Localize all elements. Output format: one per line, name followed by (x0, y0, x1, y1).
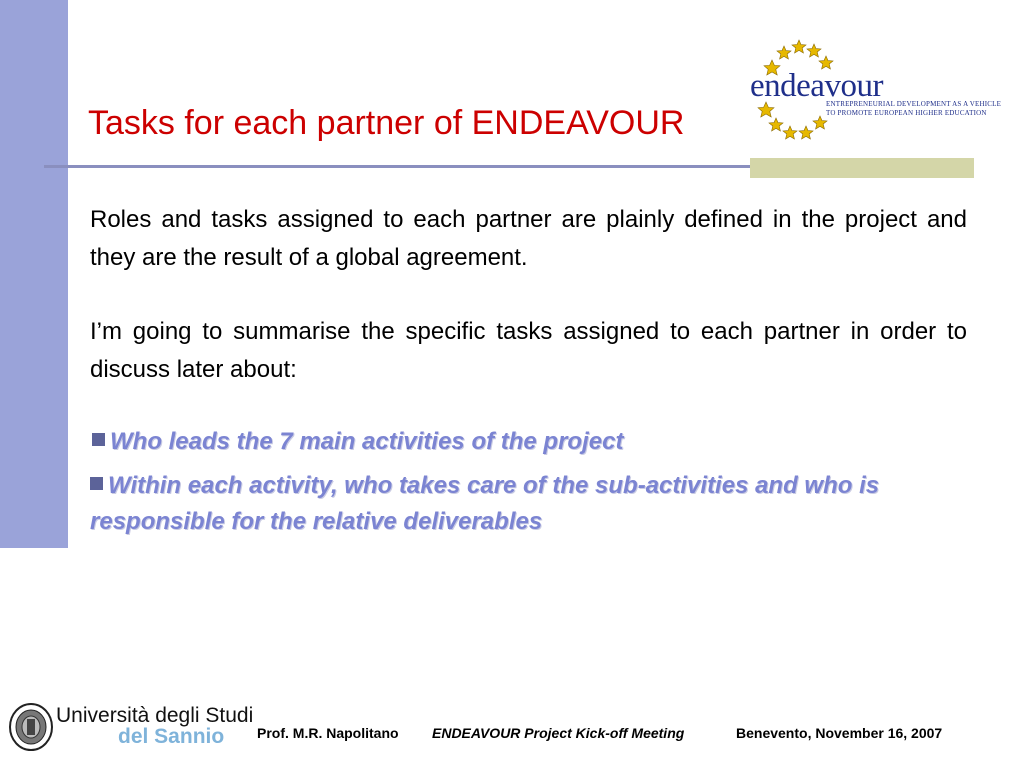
university-name-line2: del Sannio (118, 725, 225, 748)
university-logo (8, 700, 254, 758)
footer-author: Prof. M.R. Napolitano (257, 725, 399, 741)
logo-tagline-line1: ENTREPRENEURIAL DEVELOPMENT AS A VEHICLE (826, 100, 1002, 108)
bullet-square-icon (92, 433, 105, 446)
university-seal-icon (8, 702, 54, 752)
bullet-text-2: Within each activity, who takes care of the sub-activities and who is responsible for the relative deliverables (90, 472, 880, 535)
logo-wordmark: endeavour (750, 68, 883, 104)
accent-block (750, 158, 974, 178)
body-paragraph-1: Roles and tasks assigned to each partner are plainly defined in the project and they are the result of a global agreement. (90, 206, 967, 271)
bullet-item-2 (90, 468, 970, 540)
footer-event: ENDEAVOUR Project Kick-off Meeting (432, 725, 685, 741)
bullet-text-1: Who leads the 7 main activities of the project (110, 428, 624, 455)
bullet-square-icon (90, 477, 103, 490)
footer-date: Benevento, November 16, 2007 (736, 725, 943, 741)
logo-tagline-line2: TO PROMOTE EUROPEAN HIGHER EDUCATION (826, 109, 987, 117)
body-paragraph-2: I’m going to summarise the specific tasks assigned to each partner in order to discuss later about: (90, 318, 967, 383)
slide-title: Tasks for each partner of ENDEAVOUR (88, 104, 685, 142)
side-accent-bar (0, 0, 68, 548)
university-name-line1: Università degli Studi (56, 704, 254, 727)
bullet-item-1 (92, 424, 972, 460)
endeavour-logo (744, 32, 1002, 150)
